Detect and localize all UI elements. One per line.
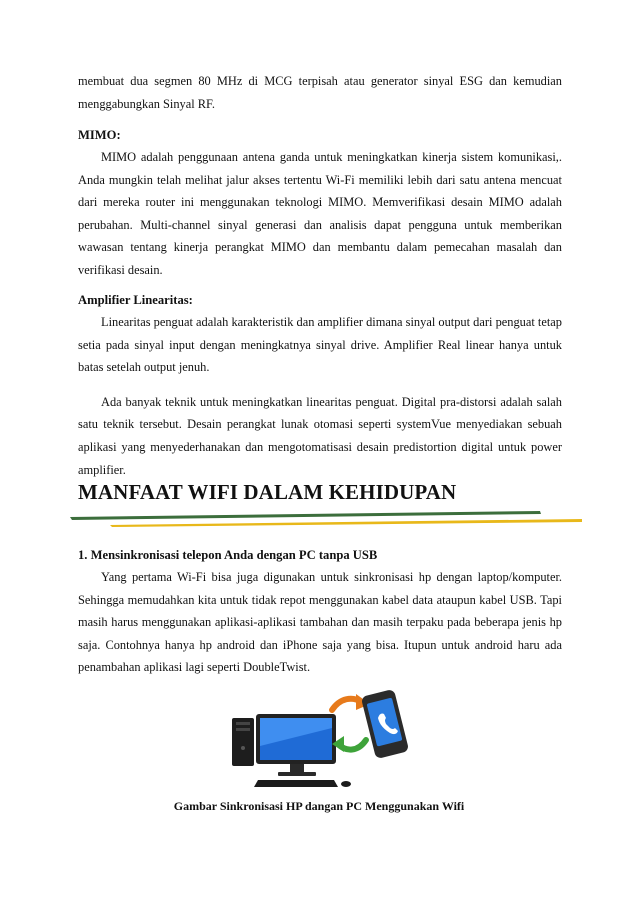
desktop-computer-icon xyxy=(232,714,351,787)
mimo-paragraph: MIMO adalah penggunaan antena ganda untuk meningkatkan kinerja sistem komunikasi,. Anda mungkin telah melihat jalur akses tertentu Wi-Fi memiliki lebih dari satu antena mencuat dari mereka router ini menggunakan teknologi MIMO. Memverifikasi desain MIMO adalah perubahan. Multi-channel sinyal generasi dan analisis dapat pengguna untuk memberikan wawasan tentang kinerja perangkat MIMO dan membantu dalam pemecahan masalah dan verifikasi desain. xyxy=(78,150,562,277)
intro-paragraph: membuat dua segmen 80 MHz di MCG terpisah atau generator sinyal ESG dan kemudian menggabungkan Sinyal RF. xyxy=(78,74,562,111)
amplifier-heading: Amplifier Linearitas: xyxy=(78,293,193,307)
section-title-underline xyxy=(70,508,582,528)
section-title: MANFAAT WIFI DALAM KEHIDUPAN xyxy=(78,480,457,504)
amplifier-paragraph-1: Linearitas penguat adalah karakteristik dan amplifier dimana sinyal output dari penguat tetap setia pada sinyal input dengan meningkatnya sinyal drive. Amplifier Real linear hanya untuk batas setelah output jenuh. xyxy=(78,315,562,375)
amplifier-paragraph-2: Ada banyak teknik untuk meningkatkan linearitas penguat. Digital pra-distorsi adalah salah satu teknik tersebut. Desain perangkat lunak otomasi seperti systemVue menyediakan sebuah aplikasi yang menyederhanakan dan mengotomatisasi desain predistortion digital untuk power amplifier. xyxy=(78,394,562,477)
mimo-section xyxy=(78,146,562,282)
amplifier-section xyxy=(78,311,562,481)
sync-paragraph: Yang pertama Wi-Fi bisa juga digunakan untuk sinkronisasi hp dengan laptop/komputer. Sehingga memudahkan kita untuk tidak repot menggunakan kabel data ataupun kabel USB. Tapi masih harus menggunakan aplikasi-aplikasi tambahan dan masih terpaku pada beberapa jenis hp saja. Contohnya hanya hp android dan iPhone saja yang bisa. Itupun untuk android haru ada penambahan aplikasi lagi seperti DoubleTwist. xyxy=(78,570,562,675)
mimo-heading: MIMO: xyxy=(78,128,121,142)
intro-section xyxy=(78,70,562,115)
sync-section xyxy=(78,566,562,679)
smartphone-icon xyxy=(361,689,409,759)
sync-heading: 1. Mensinkronisasi telepon Anda dengan PC tanpa USB xyxy=(78,548,378,562)
sync-illustration xyxy=(228,688,410,788)
figure-caption: Gambar Sinkronisasi HP dangan PC Menggunakan Wifi xyxy=(173,799,465,813)
